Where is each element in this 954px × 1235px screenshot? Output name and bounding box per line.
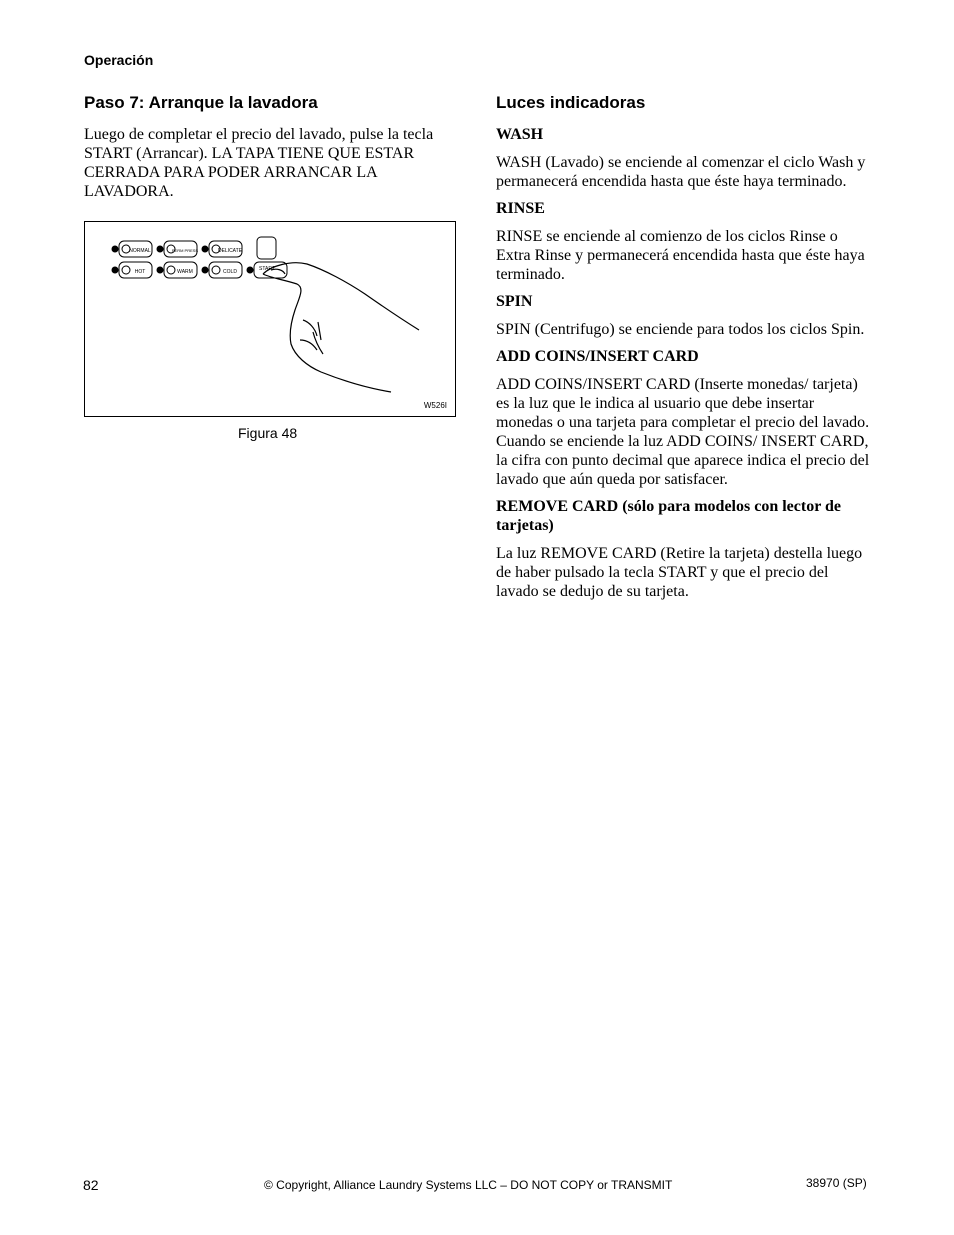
- document-number: 38970 (SP): [806, 1176, 867, 1190]
- section-header: Operación: [84, 52, 154, 68]
- spin-subheading: SPIN: [496, 293, 533, 310]
- indicator-lights-heading: Luces indicadoras: [496, 93, 646, 112]
- left-column: [84, 93, 459, 209]
- add-coins-subheading: ADD COINS/INSERT CARD: [496, 348, 699, 365]
- svg-text:HOT: HOT: [134, 269, 146, 275]
- hand-icon: [263, 263, 419, 392]
- svg-text:PERM PRESS: PERM PRESS: [171, 248, 199, 253]
- svg-text:DELICATE: DELICATE: [217, 248, 243, 254]
- spin-paragraph: SPIN (Centrifugo) se enciende para todos los ciclos Spin.: [496, 321, 865, 338]
- wash-subheading: WASH: [496, 126, 544, 143]
- svg-text:WARM: WARM: [177, 269, 193, 275]
- svg-text:NORMAL: NORMAL: [129, 248, 151, 254]
- page-number: 82: [83, 1177, 99, 1193]
- figure-caption: Figura 48: [238, 425, 298, 441]
- remove-card-subheading: REMOVE CARD (sólo para modelos con lector de tarjetas): [496, 498, 842, 534]
- control-panel-illustration: [85, 222, 455, 416]
- copyright-notice: © Copyright, Alliance Laundry Systems LLC – DO NOT COPY or TRANSMIT: [264, 1178, 673, 1192]
- remove-card-paragraph: La luz REMOVE CARD (Retire la tarjeta) destella luego de haber pulsado la tecla START y que el precio del lavado se dedujo de su tarjeta.: [496, 545, 863, 600]
- display-window-illustration: [257, 237, 276, 259]
- warm-button-illustration: [157, 262, 197, 278]
- svg-text:COLD: COLD: [223, 269, 237, 275]
- cold-button-illustration: [202, 262, 242, 278]
- figure-code: W526I: [423, 401, 447, 410]
- right-column: [496, 93, 871, 609]
- perm-press-button-illustration: [157, 241, 198, 257]
- rinse-subheading: RINSE: [496, 200, 545, 217]
- step-paragraph: Luego de completar el precio del lavado, pulse la tecla START (Arrancar). LA TAPA TIENE QUE ESTAR CERRADA PARA PODER ARRANCAR LA LAVADORA.: [84, 126, 434, 200]
- svg-text:START: START: [259, 266, 275, 272]
- step-heading: Paso 7: Arranque la lavadora: [84, 93, 318, 112]
- delicate-button-illustration: [202, 241, 243, 257]
- figure-illustration: [84, 221, 456, 417]
- normal-button-illustration: [112, 241, 152, 257]
- hot-button-illustration: [112, 262, 152, 278]
- rinse-paragraph: RINSE se enciende al comienzo de los ciclos Rinse o Extra Rinse y permanecerá encendida hasta que éste haya terminado.: [496, 228, 865, 283]
- add-coins-paragraph: ADD COINS/INSERT CARD (Inserte monedas/ tarjeta) es la luz que le indica al usuario que debe insertar monedas o una tarjeta para completar el precio del lavado. Cuando se enciende la luz ADD COINS/ INSERT CARD, la cifra con punto decimal que aparece indica el precio del lavado que aún queda por satisfacer.: [496, 376, 870, 488]
- wash-paragraph: WASH (Lavado) se enciende al comenzar el ciclo Wash y permanecerá encendida hasta que éste haya terminado.: [496, 154, 866, 190]
